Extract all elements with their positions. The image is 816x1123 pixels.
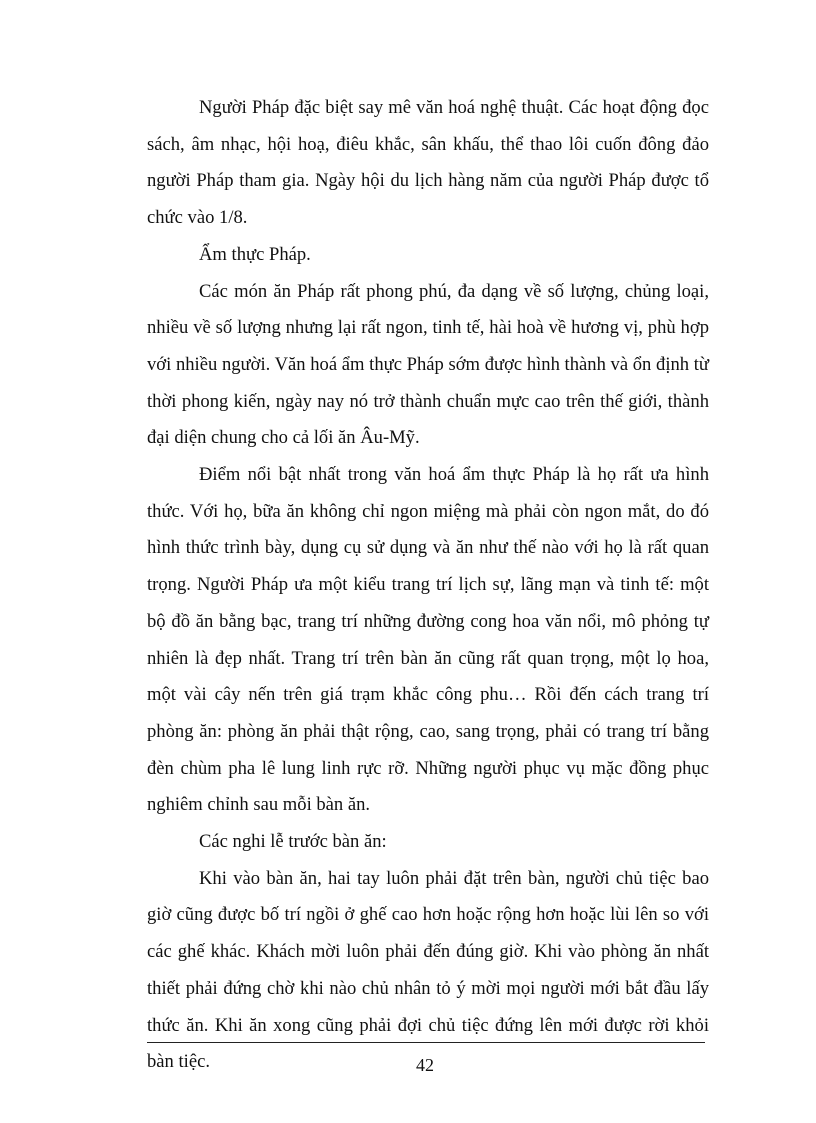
paragraph-etiquette: Khi vào bàn ăn, hai tay luôn phải đặt trên bàn, người chủ tiệc bao giờ cũng được bố trí ngồi ở ghế cao hơn hoặc rộng hơn hoặc lùi lên so với các ghế khác. Khách mời luôn phải đến đúng giờ. Khi vào phòng ăn nhất thiết phải đứng chờ khi nào chủ nhân tỏ ý mời mọi người mới bắt đầu lấy thức ăn. Khi ăn xong cũng phải đợi chủ tiệc đứng lên mới được rời khỏi bàn tiệc. xyxy=(147,867,709,1073)
paragraph-arts: Người Pháp đặc biệt say mê văn hoá nghệ thuật. Các hoạt động đọc sách, âm nhạc, hội hoạ, điêu khắc, sân khấu, thể thao lôi cuốn đông đảo người Pháp tham gia. Ngày hội du lịch hàng năm của người Pháp được tổ chức vào 1/8. xyxy=(147,97,709,229)
heading-table-etiquette: Các nghi lễ trước bàn ăn: xyxy=(199,831,387,853)
paragraph-presentation: Điểm nổi bật nhất trong văn hoá ẩm thực Pháp là họ rất ưa hình thức. Với họ, bữa ăn không chỉ ngon miệng mà phải còn ngon mắt, do đó hình thức trình bày, dụng cụ sử dụng và ăn như thế nào với họ là rất quan trọng. Người Pháp ưa một kiểu trang trí lịch sự, lãng mạn và tinh tế: một bộ đồ ăn bằng bạc, trang trí những đường cong hoa văn nổi, mô phỏng tự nhiên là đẹp nhất. Trang trí trên bàn ăn cũng rất quan trọng, một lọ hoa, một vài cây nến trên giá trạm khắc công phu… Rồi đến cách trang trí phòng ăn: phòng ăn phải thật rộng, cao, sang trọng, phải có trang trí bằng đèn chùm pha lê lung linh rực rỡ. Những người phục vụ mặc đồng phục nghiêm chỉnh sau mỗi bàn ăn. xyxy=(147,464,709,816)
footer-divider xyxy=(147,1042,705,1043)
paragraph-cuisine-variety: Các món ăn Pháp rất phong phú, đa dạng về số lượng, chủng loại, nhiều về số lượng nhưng lại rất ngon, tinh tế, hài hoà về hương vị, phù hợp với nhiều người. Văn hoá ẩm thực Pháp sớm được hình thành và ổn định từ thời phong kiến, ngày nay nó trở thành chuẩn mực cao trên thế giới, thành đại diện chung cho cả lối ăn Âu-Mỹ. xyxy=(147,280,709,449)
page-number: 42 xyxy=(416,1055,434,1075)
body-text xyxy=(147,90,709,1081)
heading-french-cuisine: Ẩm thực Pháp. xyxy=(199,243,311,265)
